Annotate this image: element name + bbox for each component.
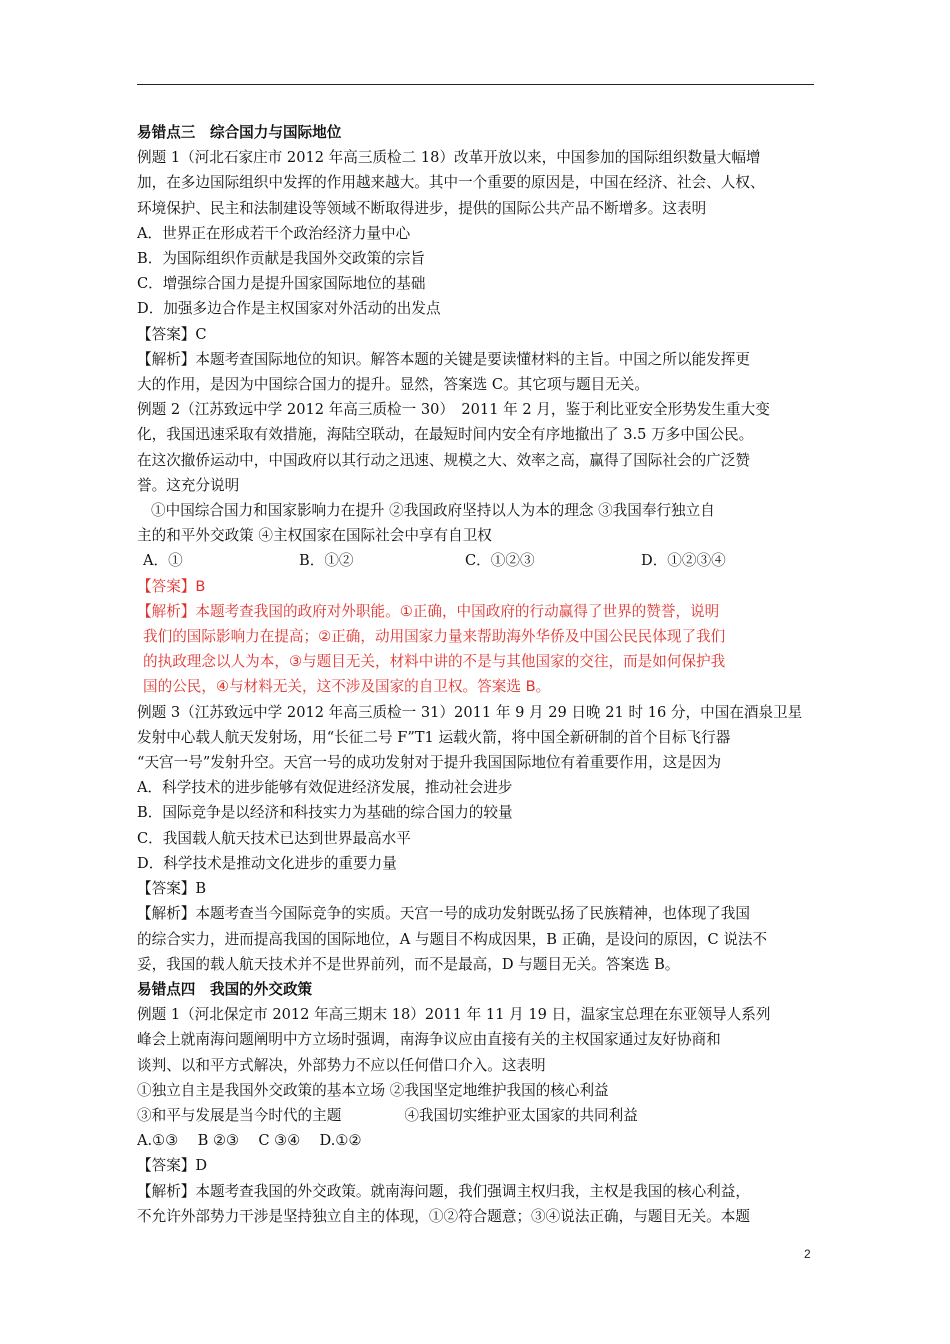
option-b: B．国际竞争是以经济和科技实力为基础的综合国力的较量 bbox=[137, 804, 513, 822]
option-d: D．加强多边合作是主权国家对外活动的出发点 bbox=[137, 300, 441, 318]
question-stem-line: 化，我国迅速采取有效措施，海陆空联动，在最短时间内安全有序地撤出了 3.5 万多中国公民。 bbox=[137, 426, 754, 444]
analysis-line: 【解析】本题考查当今国际竞争的实质。天宫一号的成功发射既弘扬了民族精神，也体现了我国 bbox=[137, 905, 750, 923]
statement-line: ①独立自主是我国外交政策的基本立场 ②我国坚定地维护我国的核心利益 bbox=[137, 1081, 609, 1099]
question-3-1 bbox=[137, 145, 817, 397]
options-row bbox=[137, 548, 817, 573]
question-stem-line: 谈判、以和平方式解决，外部势力不应以任何借口介入。这表明 bbox=[137, 1056, 546, 1074]
option-d: D．①②③④ bbox=[641, 552, 726, 570]
analysis-line: 妥，我国的载人航天技术并不是世界前列，而不是最高，D 与题目无关。答案选 B。 bbox=[137, 955, 680, 973]
question-4-1 bbox=[137, 1002, 817, 1229]
section-heading-4: 易错点四 我国的外交政策 bbox=[137, 980, 313, 998]
statement-line: ③和平与发展是当今时代的主题 ④我国切实维护亚太国家的共同利益 bbox=[137, 1106, 638, 1124]
page-number: 2 bbox=[804, 1247, 811, 1261]
question-3-3 bbox=[137, 700, 817, 977]
statement-line: ①中国综合国力和国家影响力在提升 ②我国政府坚持以人为本的理念 ③我国奉行独立自 bbox=[151, 502, 715, 520]
question-stem-line: 发射中心载人航天发射场，用“长征二号 F”T1 运载火箭，将中国全新研制的首个目标飞行器 bbox=[137, 728, 731, 746]
statement-line: 主的和平外交政策 ④主权国家在国际社会中享有自卫权 bbox=[137, 527, 492, 545]
answer: 【答案】C bbox=[137, 325, 207, 343]
option-c: C．①②③ bbox=[465, 552, 535, 570]
option-a: A．世界正在形成若干个政治经济力量中心 bbox=[137, 224, 411, 242]
analysis-line: 不允许外部势力干涉是坚持独立自主的体现，①②符合题意；③④说法正确，与题目无关。本题 bbox=[137, 1207, 750, 1225]
analysis-line: 【解析】本题考查我国的外交政策。就南海问题，我们强调主权归我，主权是我国的核心利益， bbox=[137, 1182, 750, 1200]
analysis-red-line: 【解析】本题考查我国的政府对外职能。①正确，中国政府的行动赢得了世界的赞誉，说明 bbox=[137, 602, 720, 620]
question-stem-line: 在这次撤侨运动中，中国政府以其行动之迅速、规模之大、效率之高，赢得了国际社会的广泛赞 bbox=[137, 451, 750, 469]
analysis-line: 大的作用，是因为中国综合国力的提升。显然，答案选 C。其它项与题目无关。 bbox=[137, 376, 649, 394]
option-b: B．①② bbox=[299, 552, 354, 570]
header-rule bbox=[137, 84, 814, 85]
option-d: D．科学技术是推动文化进步的重要力量 bbox=[137, 854, 397, 872]
options-row: A.①③ B ②③ C ③④ D.①② bbox=[137, 1132, 362, 1150]
analysis-line: 【解析】本题考查国际地位的知识。解答本题的关键是要读懂材料的主旨。中国之所以能发挥更 bbox=[137, 350, 750, 368]
analysis-red-line: 我们的国际影响力在提高；②正确，动用国家力量来帮助海外华侨及中国公民民体现了我们 bbox=[143, 628, 726, 646]
option-c: C．增强综合国力是提升国家国际地位的基础 bbox=[137, 275, 426, 293]
option-b: B．为国际组织作贡献是我国外交政策的宗旨 bbox=[137, 250, 426, 268]
option-a: A．科学技术的进步能够有效促进经济发展，推动社会进步 bbox=[137, 779, 513, 797]
option-c: C．我国载人航天技术已达到世界最高水平 bbox=[137, 829, 411, 847]
question-stem-line: 峰会上就南海问题阐明中方立场时强调，南海争议应由直接有关的主权国家通过友好协商和 bbox=[137, 1031, 721, 1049]
question-stem-line: “天宫一号”发射升空。天宫一号的成功发射对于提升我国国际地位有着重要作用，这是因为 bbox=[137, 754, 722, 772]
question-stem-line: 例题 1（河北保定市 2012 年高三期末 18）2011 年 11 月 19 日，温家宝总理在东亚领导人系列 bbox=[137, 1006, 771, 1024]
answer-red: 【答案】B bbox=[137, 577, 206, 595]
question-stem-line: 誉。这充分说明 bbox=[137, 476, 240, 494]
question-stem-line: 环境保护、民主和法制建设等领域不断取得进步，提供的国际公共产品不断增多。这表明 bbox=[137, 199, 707, 217]
question-3-2 bbox=[137, 397, 817, 699]
section-heading-3: 易错点三 综合国力与国际地位 bbox=[137, 124, 342, 141]
analysis-red-line: 的执政理念以人为本，③与题目无关，材料中讲的不是与其他国家的交往，而是如何保护我 bbox=[143, 653, 726, 671]
option-a: A．① bbox=[143, 552, 183, 570]
analysis-red-line: 国的公民，④与材料无关，这不涉及国家的自卫权。答案选 B。 bbox=[143, 678, 551, 696]
question-stem-line: 例题 3（江苏致远中学 2012 年高三质检一 31）2011 年 9 月 29 日晚 21 时 16 分，中国在酒泉卫星 bbox=[137, 703, 803, 721]
answer: 【答案】B bbox=[137, 880, 207, 898]
analysis-line: 的综合实力，进而提高我国的国际地位，A 与题目不构成因果，B 正确，是设问的原因，C 说法不 bbox=[137, 930, 768, 948]
question-stem-line: 加，在多边国际组织中发挥的作用越来越大。其中一个重要的原因是，中国在经济、社会、人权、 bbox=[137, 174, 765, 192]
question-stem-line: 例题 1（河北石家庄市 2012 年高三质检二 18）改革开放以来，中国参加的国际组织数量大幅增 bbox=[137, 149, 761, 167]
answer: 【答案】D bbox=[137, 1157, 208, 1175]
document-body bbox=[137, 120, 817, 1229]
question-stem-line: 例题 2（江苏致远中学 2012 年高三质检一 30） 2011 年 2 月，鉴于利比亚安全形势发生重大变 bbox=[137, 401, 770, 419]
